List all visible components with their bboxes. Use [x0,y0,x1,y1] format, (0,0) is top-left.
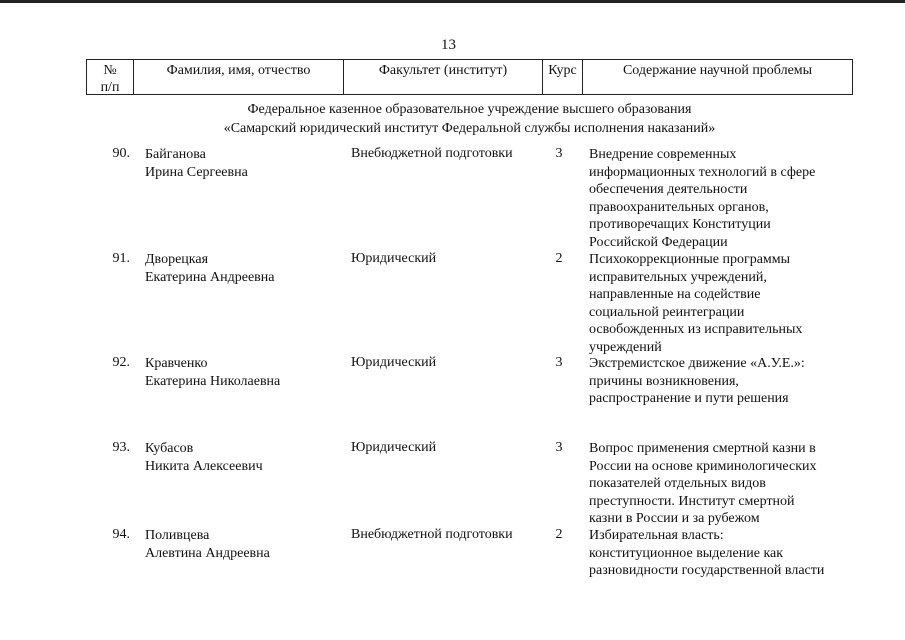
topic-line: направленные на содействие [589,287,761,302]
header-name: Фамилия, имя, отчество [134,60,344,94]
institution-line-2: «Самарский юридический институт Федеральной службы исполнения наказаний» [223,121,716,136]
topic-line: информационных технологий в сфере [589,164,816,180]
row-number: 92. [112,355,130,370]
given-names: Екатерина Андреевна [145,270,275,285]
surname: Поливцева [145,528,210,543]
surname: Кубасов [145,441,194,456]
surname: Дворецкая [145,252,209,267]
student-name [145,440,345,476]
topic-line: конституционное выделение как [589,545,784,561]
header-num-line-2: п/п [100,80,120,95]
research-topic [589,251,849,356]
topic-line: учреждений [589,339,662,355]
research-topic [589,146,849,251]
topic-line: Внедрение современных [589,147,737,162]
header-faculty: Факультет (институт) [344,60,543,94]
header-course: Курс [543,60,583,94]
student-name [145,146,345,182]
student-name [145,527,345,563]
course: 2 [555,527,563,542]
research-topic [589,440,849,528]
student-name [145,355,345,391]
topic-line: казни в России и за рубежом [589,511,760,526]
row-number: 91. [112,251,130,266]
topic-line: Экстремистское движение «А.У.Е.»: [589,356,805,371]
row-number: 93. [112,440,130,455]
research-topic [589,355,849,408]
course: 3 [555,355,563,370]
top-rule [0,0,905,3]
topic-line: разновидности государственной власти [589,563,825,578]
institution-heading [86,100,853,138]
faculty: Внебюджетной подготовки [351,146,513,161]
header-num [87,60,134,94]
given-names: Екатерина Николаевна [145,374,281,389]
given-names: Алевтина Андреевна [145,546,270,561]
faculty: Юридический [351,440,437,455]
topic-line: освобожденных из исправительных [589,322,803,337]
topic-line: Психокоррекционные программы [589,252,791,267]
given-names: Никита Алексеевич [145,459,263,474]
topic-line: противоречащих Конституции [589,217,771,232]
course: 3 [555,146,563,161]
faculty: Юридический [351,355,437,370]
topic-line: правоохранительных органов, [589,199,769,215]
page-number: 13 [441,37,456,53]
row-number: 90. [112,146,130,161]
course: 2 [555,251,563,266]
table-header [86,59,853,95]
institution-line-1: Федеральное казенное образовательное учреждение высшего образования [247,102,692,117]
given-names: Ирина Сергеевна [145,165,248,180]
topic-line: социальной реинтеграции [589,304,745,320]
topic-line: Вопрос применения смертной казни в [589,441,816,456]
faculty: Внебюджетной подготовки [351,527,513,542]
topic-line: обеспечения деятельности [589,182,748,197]
student-name [145,251,345,287]
surname: Байганова [145,147,206,162]
topic-line: преступности. Институт смертной [589,493,795,509]
research-topic [589,527,849,580]
topic-line: причины возникновения, [589,373,739,389]
header-topic: Содержание научной проблемы [622,63,813,78]
topic-line: России на основе криминологических [589,458,817,474]
topic-line: Избирательная власть: [589,528,724,543]
surname: Кравченко [145,356,208,371]
topic-line: исправительных учреждений, [589,269,767,285]
topic-line: распространение и пути решения [589,391,789,406]
faculty: Юридический [351,251,437,266]
topic-line: Российской Федерации [589,234,728,250]
row-number: 94. [112,527,130,542]
header-num-line-1: № [103,63,117,78]
course: 3 [555,440,563,455]
topic-line: показателей отдельных видов [589,476,766,491]
